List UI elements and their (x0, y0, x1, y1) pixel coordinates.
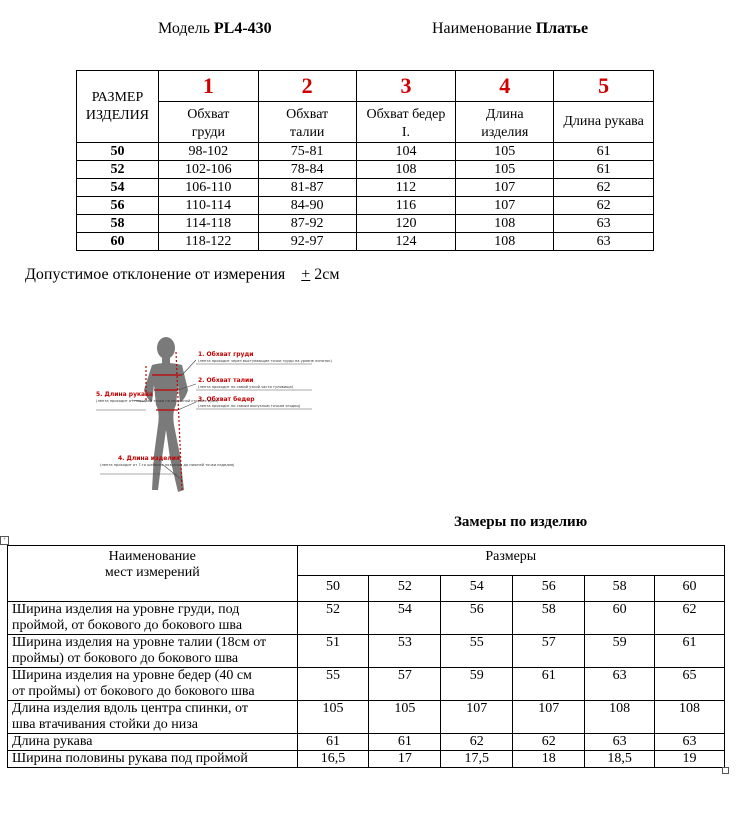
measurement-value: 59 (585, 635, 655, 668)
measurement-name-line: Длина изделия вдоль центра спинки, от (12, 701, 248, 716)
size-value-cell: 124 (356, 233, 456, 251)
size-row (77, 197, 654, 215)
measurement-value: 63 (655, 734, 725, 751)
size-column-header: 50 (297, 576, 369, 602)
measurement-value: 62 (441, 734, 513, 751)
size-value-cell: 102-106 (158, 161, 258, 179)
size-table-corner: РАЗМЕР ИЗДЕЛИЯ (77, 71, 159, 143)
size-value-cell: 116 (356, 197, 456, 215)
size-value-cell: 106-110 (158, 179, 258, 197)
measurement-value: 61 (369, 734, 441, 751)
measurement-value: 55 (297, 668, 369, 701)
measurement-value: 56 (441, 602, 513, 635)
measurement-value: 57 (513, 635, 585, 668)
size-cell: 52 (77, 161, 159, 179)
size-row (77, 215, 654, 233)
measurement-value: 54 (369, 602, 441, 635)
measurement-value: 107 (513, 701, 585, 734)
size-column-header: 52 (369, 576, 441, 602)
measurement-value: 16,5 (297, 751, 369, 768)
size-value-cell: 61 (554, 143, 654, 161)
measurement-row (8, 602, 725, 635)
tolerance-sign: + (301, 266, 311, 283)
measurement-value: 18,5 (585, 751, 655, 768)
size-value-cell: 105 (456, 143, 554, 161)
figure-label-hips: 3. Обхват бедер (198, 396, 255, 403)
measurement-name-line: проймой, от бокового до бокового шва (12, 618, 243, 633)
model-header (158, 20, 272, 38)
measurement-name (8, 751, 298, 768)
measurement-value: 105 (369, 701, 441, 734)
measurement-value: 61 (655, 635, 725, 668)
column-number: 5 (554, 71, 654, 102)
measurement-name-line: от проймы) от бокового до бокового шва (12, 684, 255, 699)
measurement-name (8, 635, 298, 668)
tolerance-note (25, 266, 340, 284)
measurement-value: 108 (585, 701, 655, 734)
size-value-cell: 107 (456, 197, 554, 215)
column-header: Длина рукава (554, 102, 654, 143)
size-column-header: 54 (441, 576, 513, 602)
size-value-cell: 107 (456, 179, 554, 197)
measurement-name-line: Ширина изделия на уровне бедер (40 см (12, 668, 252, 683)
column-header: Длина изделия (456, 102, 554, 143)
measurement-value: 61 (297, 734, 369, 751)
size-value-cell: 108 (456, 215, 554, 233)
size-row (77, 179, 654, 197)
size-row (77, 143, 654, 161)
measurement-name-line: Ширина половины рукава под проймой (12, 751, 248, 766)
figure-label-waist: 2. Обхват талии (198, 377, 254, 384)
figure-label-chest: 1. Обхват груди (198, 351, 254, 358)
size-row (77, 233, 654, 251)
sizes-header: Размеры (297, 546, 724, 576)
measurement-row (8, 734, 725, 751)
size-value-cell: 78-84 (258, 161, 356, 179)
size-value-cell: 108 (356, 161, 456, 179)
figure-note-waist: (лента проходит по самой узкой части туловища) (198, 385, 294, 389)
measurement-row (8, 701, 725, 734)
measurement-value: 107 (441, 701, 513, 734)
size-value-cell: 112 (356, 179, 456, 197)
size-value-cell: 63 (554, 215, 654, 233)
column-number: 2 (258, 71, 356, 102)
size-value-cell: 62 (554, 179, 654, 197)
measurement-value: 62 (655, 602, 725, 635)
measurement-value: 17 (369, 751, 441, 768)
measurement-value: 51 (297, 635, 369, 668)
size-value-cell: 110-114 (158, 197, 258, 215)
measurement-value: 61 (513, 668, 585, 701)
size-value-cell: 63 (554, 233, 654, 251)
body-measurement-figure (92, 330, 422, 500)
figure-note-sleeve: (лента проходит от плечевой точки по наружной стороне руки) (96, 399, 219, 403)
figure-note-length: (лента проходит от 7-го шейного позвонка до нижней точки изделия) (100, 463, 235, 467)
size-cell: 58 (77, 215, 159, 233)
figure-label-sleeve: 5. Длина рукава (96, 391, 153, 398)
size-value-cell: 104 (356, 143, 456, 161)
size-cell: 60 (77, 233, 159, 251)
figure-note-hips: (лента проходит по самым выпуклым точкам ягодиц) (198, 404, 301, 408)
size-value-cell: 114-118 (158, 215, 258, 233)
measurement-value: 18 (513, 751, 585, 768)
measurement-value: 108 (655, 701, 725, 734)
column-header: Обхват бедер I. (356, 102, 456, 143)
measurement-value: 65 (655, 668, 725, 701)
tolerance-value: 2см (310, 266, 340, 283)
size-value-cell: 98-102 (158, 143, 258, 161)
size-value-cell: 105 (456, 161, 554, 179)
measurement-value: 60 (585, 602, 655, 635)
measurement-value: 62 (513, 734, 585, 751)
model-label: Модель (158, 20, 210, 37)
measurement-name-line: Длина рукава (12, 734, 93, 749)
measurement-name-line: Ширина изделия на уровне талии (18см от (12, 635, 267, 650)
product-name-value: Платье (535, 20, 589, 37)
measurement-value: 55 (441, 635, 513, 668)
measurement-name-header: Наименование мест измерений (8, 546, 298, 602)
size-chart-table (76, 70, 654, 251)
measurement-name-line: Ширина изделия на уровне груди, под (12, 602, 240, 617)
column-number: 1 (158, 71, 258, 102)
measurement-name-line: шва втачивания стойки до низа (12, 717, 199, 732)
measurement-value: 63 (585, 668, 655, 701)
measurement-name (8, 602, 298, 635)
product-name-label: Наименование (432, 20, 532, 37)
measurement-value: 105 (297, 701, 369, 734)
size-cell: 50 (77, 143, 159, 161)
measurement-name (8, 734, 298, 751)
measurement-value: 19 (655, 751, 725, 768)
size-cell: 56 (77, 197, 159, 215)
size-column-header: 56 (513, 576, 585, 602)
column-header: Обхват груди (158, 102, 258, 143)
size-value-cell: 62 (554, 197, 654, 215)
measurement-name-line: проймы) от бокового до бокового шва (12, 651, 239, 666)
size-value-cell: 87-92 (258, 215, 356, 233)
figure-note-chest: (лента проходит через выступающие точки груди на уровне лопаток) (198, 359, 332, 363)
column-number: 3 (356, 71, 456, 102)
measurement-name (8, 701, 298, 734)
model-value: PL4-430 (213, 20, 272, 37)
column-header: Обхват талии (258, 102, 356, 143)
size-cell: 54 (77, 179, 159, 197)
measurement-name (8, 668, 298, 701)
measurement-row (8, 635, 725, 668)
measurement-value: 63 (585, 734, 655, 751)
measurement-value: 57 (369, 668, 441, 701)
size-value-cell: 75-81 (258, 143, 356, 161)
size-value-cell: 118-122 (158, 233, 258, 251)
size-value-cell: 81-87 (258, 179, 356, 197)
table-end-mark (722, 767, 729, 774)
column-number: 4 (456, 71, 554, 102)
measurement-value: 59 (441, 668, 513, 701)
measurement-value: 17,5 (441, 751, 513, 768)
measurement-row (8, 751, 725, 768)
size-value-cell: 84-90 (258, 197, 356, 215)
measurement-row (8, 668, 725, 701)
size-value-cell: 92-97 (258, 233, 356, 251)
size-value-cell: 61 (554, 161, 654, 179)
measurement-value: 58 (513, 602, 585, 635)
measurement-value: 52 (297, 602, 369, 635)
tolerance-text: Допустимое отклонение от измерения (25, 266, 286, 283)
size-value-cell: 120 (356, 215, 456, 233)
figure-label-length: 4. Длина изделия (118, 455, 180, 462)
measurement-value: 53 (369, 635, 441, 668)
size-column-header: 60 (655, 576, 725, 602)
size-value-cell: 108 (456, 233, 554, 251)
product-name-header (432, 20, 588, 38)
measurements-title: Замеры по изделию (454, 514, 588, 530)
table-anchor-icon[interactable]: + (0, 536, 9, 545)
measurements-table (7, 545, 725, 768)
size-column-header: 58 (585, 576, 655, 602)
size-row (77, 161, 654, 179)
